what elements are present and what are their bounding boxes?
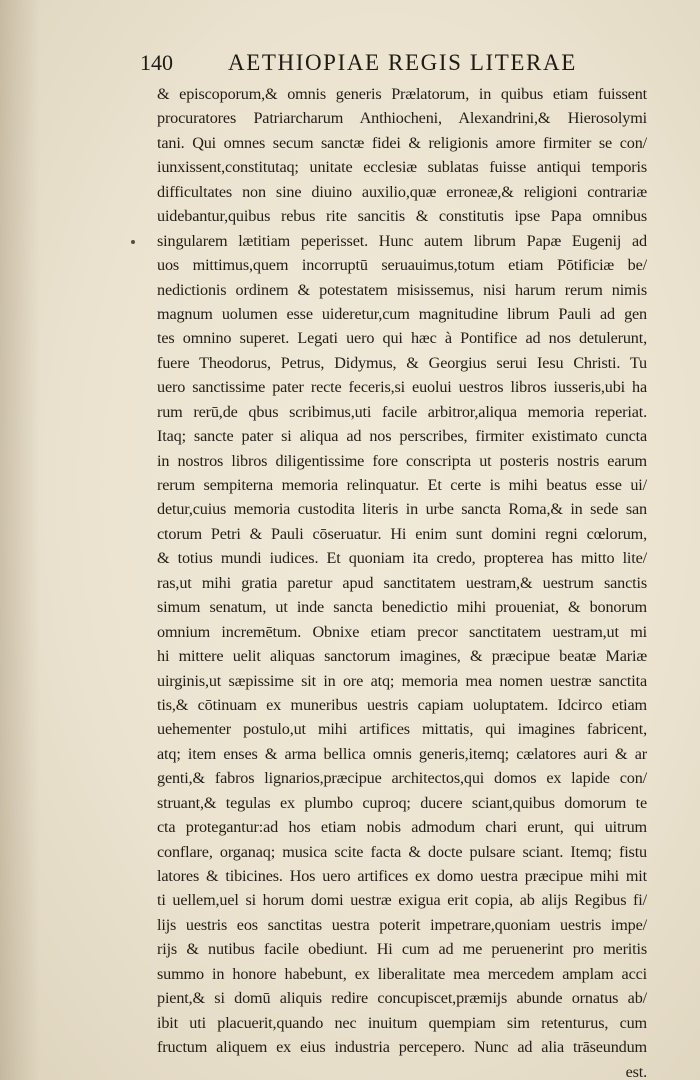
text-line: hi mittere uelit aliquas sanctorum imagines, & præcipue beatæ Mariæ <box>157 647 647 666</box>
text-line: conflare, organaq; musica scite facta & docte pulsare sciant. Itemq; fistu <box>157 842 647 861</box>
text-line: genti,& fabros lignarios,præcipue architectos,qui domos ex lapide con/ <box>157 769 647 788</box>
text-line: ctorum Petri & Pauli cōseruatur. Hi enim sunt domini regni cœlorum, <box>157 524 647 543</box>
text-line: iunxissent,constitutaq; unitate ecclesiæ sublatas fuisse antiqui temporis <box>157 158 647 177</box>
page-number: 140 <box>140 50 173 75</box>
margin-mark <box>131 240 135 244</box>
text-line: fuere Theodorus, Petrus, Didymus, & Georgius serui Iesu Christi. Tu <box>157 353 647 372</box>
text-line: atq; item enses & arma bellica omnis generis,itemq; cælatores auri & ar <box>157 744 647 763</box>
text-line: uos mittimus,quem incorruptū seruauimus,totum etiam Pōtificiæ be/ <box>157 256 647 275</box>
body-text <box>157 82 647 1080</box>
text-line: tani. Qui omnes secum sanctæ fidei & religionis amore firmiter se con/ <box>157 133 647 152</box>
text-line: uidebantur,quibus rebus rite sancitis & constitutis ipse Papa omnibus <box>157 207 647 226</box>
text-line: detur,cuius memoria custodita literis in urbe sancta Roma,& in sede san <box>157 500 647 519</box>
text-line: procuratores Patriarcharum Anthiocheni, Alexandrini,& Hierosolymi <box>157 109 647 128</box>
spine-shadow <box>0 0 40 1080</box>
text-line: rum rerū,de qbus scribimus,uti facile arbitror,aliqua memoria reperiat. <box>157 402 647 421</box>
text-line: ti uellem,uel si horum domi uestræ exigua erit copia, ab alijs Regibus fi/ <box>157 891 647 910</box>
text-line: singularem lætitiam peperisset. Hunc autem librum Papæ Eugenij ad <box>157 231 647 250</box>
text-line: lijs uestris eos sanctitas uestra poterit impetrare,quoniam uestris impe/ <box>157 915 647 934</box>
text-line: ras,ut mihi gratia paretur apud sanctitatem uestram,& uestrum sanctis <box>157 573 647 592</box>
text-line: omnium incremētum. Obnixe etiam precor sanctitatem uestram,ut mi <box>157 622 647 641</box>
catchword: est. <box>625 1062 647 1080</box>
text-line: in nostros libros diligentissime fore conscripta ut posteris nostris earum <box>157 451 647 470</box>
text-line: summo in honore habebunt, ex liberalitate mea mercedem amplam acci <box>157 964 647 983</box>
text-line: & totius mundi iudices. Et quoniam ita credo, propterea has mitto lite/ <box>157 549 647 568</box>
text-line: rerum sempiterna memoria relinquatur. Et certe is mihi beatus esse ui/ <box>157 476 647 494</box>
text-line: cta protegantur:ad hos etiam nobis admodum chari erunt, qui uitrum <box>157 818 647 837</box>
text-line: & episcoporum,& omnis generis Prælatorum, in quibus etiam fuissent <box>157 85 647 103</box>
text-line: fructum aliquem ex eius industria percepero. Nunc ad alia trāseundum <box>157 1038 647 1057</box>
text-line: uirginis,ut sæpissime sit in ore atq; memoria mea nomen uestræ sanctita <box>157 671 647 690</box>
running-head: AETHIOPIAE REGIS LITERAE <box>228 50 577 75</box>
text-line: struant,& tegulas ex plumbo cuproq; ducere sciant,quibus domorum te <box>157 793 647 812</box>
text-line: Itaq; sancte pater si aliqua ad nos perscribes, firmiter existimato cuncta <box>157 427 647 446</box>
text-line: uehementer postulo,ut mihi artifices mittatis, qui imagines fabricent, <box>157 720 647 739</box>
text-line: pient,& si domū aliquis redire concupiscet,præmijs abunde ornatus ab/ <box>157 989 647 1008</box>
text-line: latores & tibicines. Hos uero artifices ex domo uestra præcipue mihi mit <box>157 867 647 885</box>
text-line: tis,& cōtinuam ex muneribus uestris capiam uoluptatem. Idcirco etiam <box>157 695 647 714</box>
text-line: uero sanctissime pater recte feceris,si euolui uestros libros iusseris,ubi ha <box>157 378 647 397</box>
text-line: simum senatum, ut inde sancta benedictio mihi proueniat, & bonorum <box>157 598 647 617</box>
text-line: difficultates non sine diuino auxilio,quæ erroneæ,& religioni contrariæ <box>157 182 647 201</box>
text-line: tes omnino superet. Legati uero qui hæc à Pontifice ad nos detulerunt, <box>157 329 647 348</box>
text-line: ibit uti placuerit,quando nec inuitum quempiam sim retenturus, cum <box>157 1013 647 1032</box>
text-line: magnum uolumen esse uideretur,cum magnitudine librum Pauli ad gen <box>157 304 647 323</box>
text-line: rijs & nutibus facile obediunt. Hi cum ad me peruenerint pro meritis <box>157 940 647 959</box>
page-header <box>140 50 660 80</box>
text-line: nedictionis ordinem & potestatem misissemus, nisi harum rerum nimis <box>157 280 647 299</box>
